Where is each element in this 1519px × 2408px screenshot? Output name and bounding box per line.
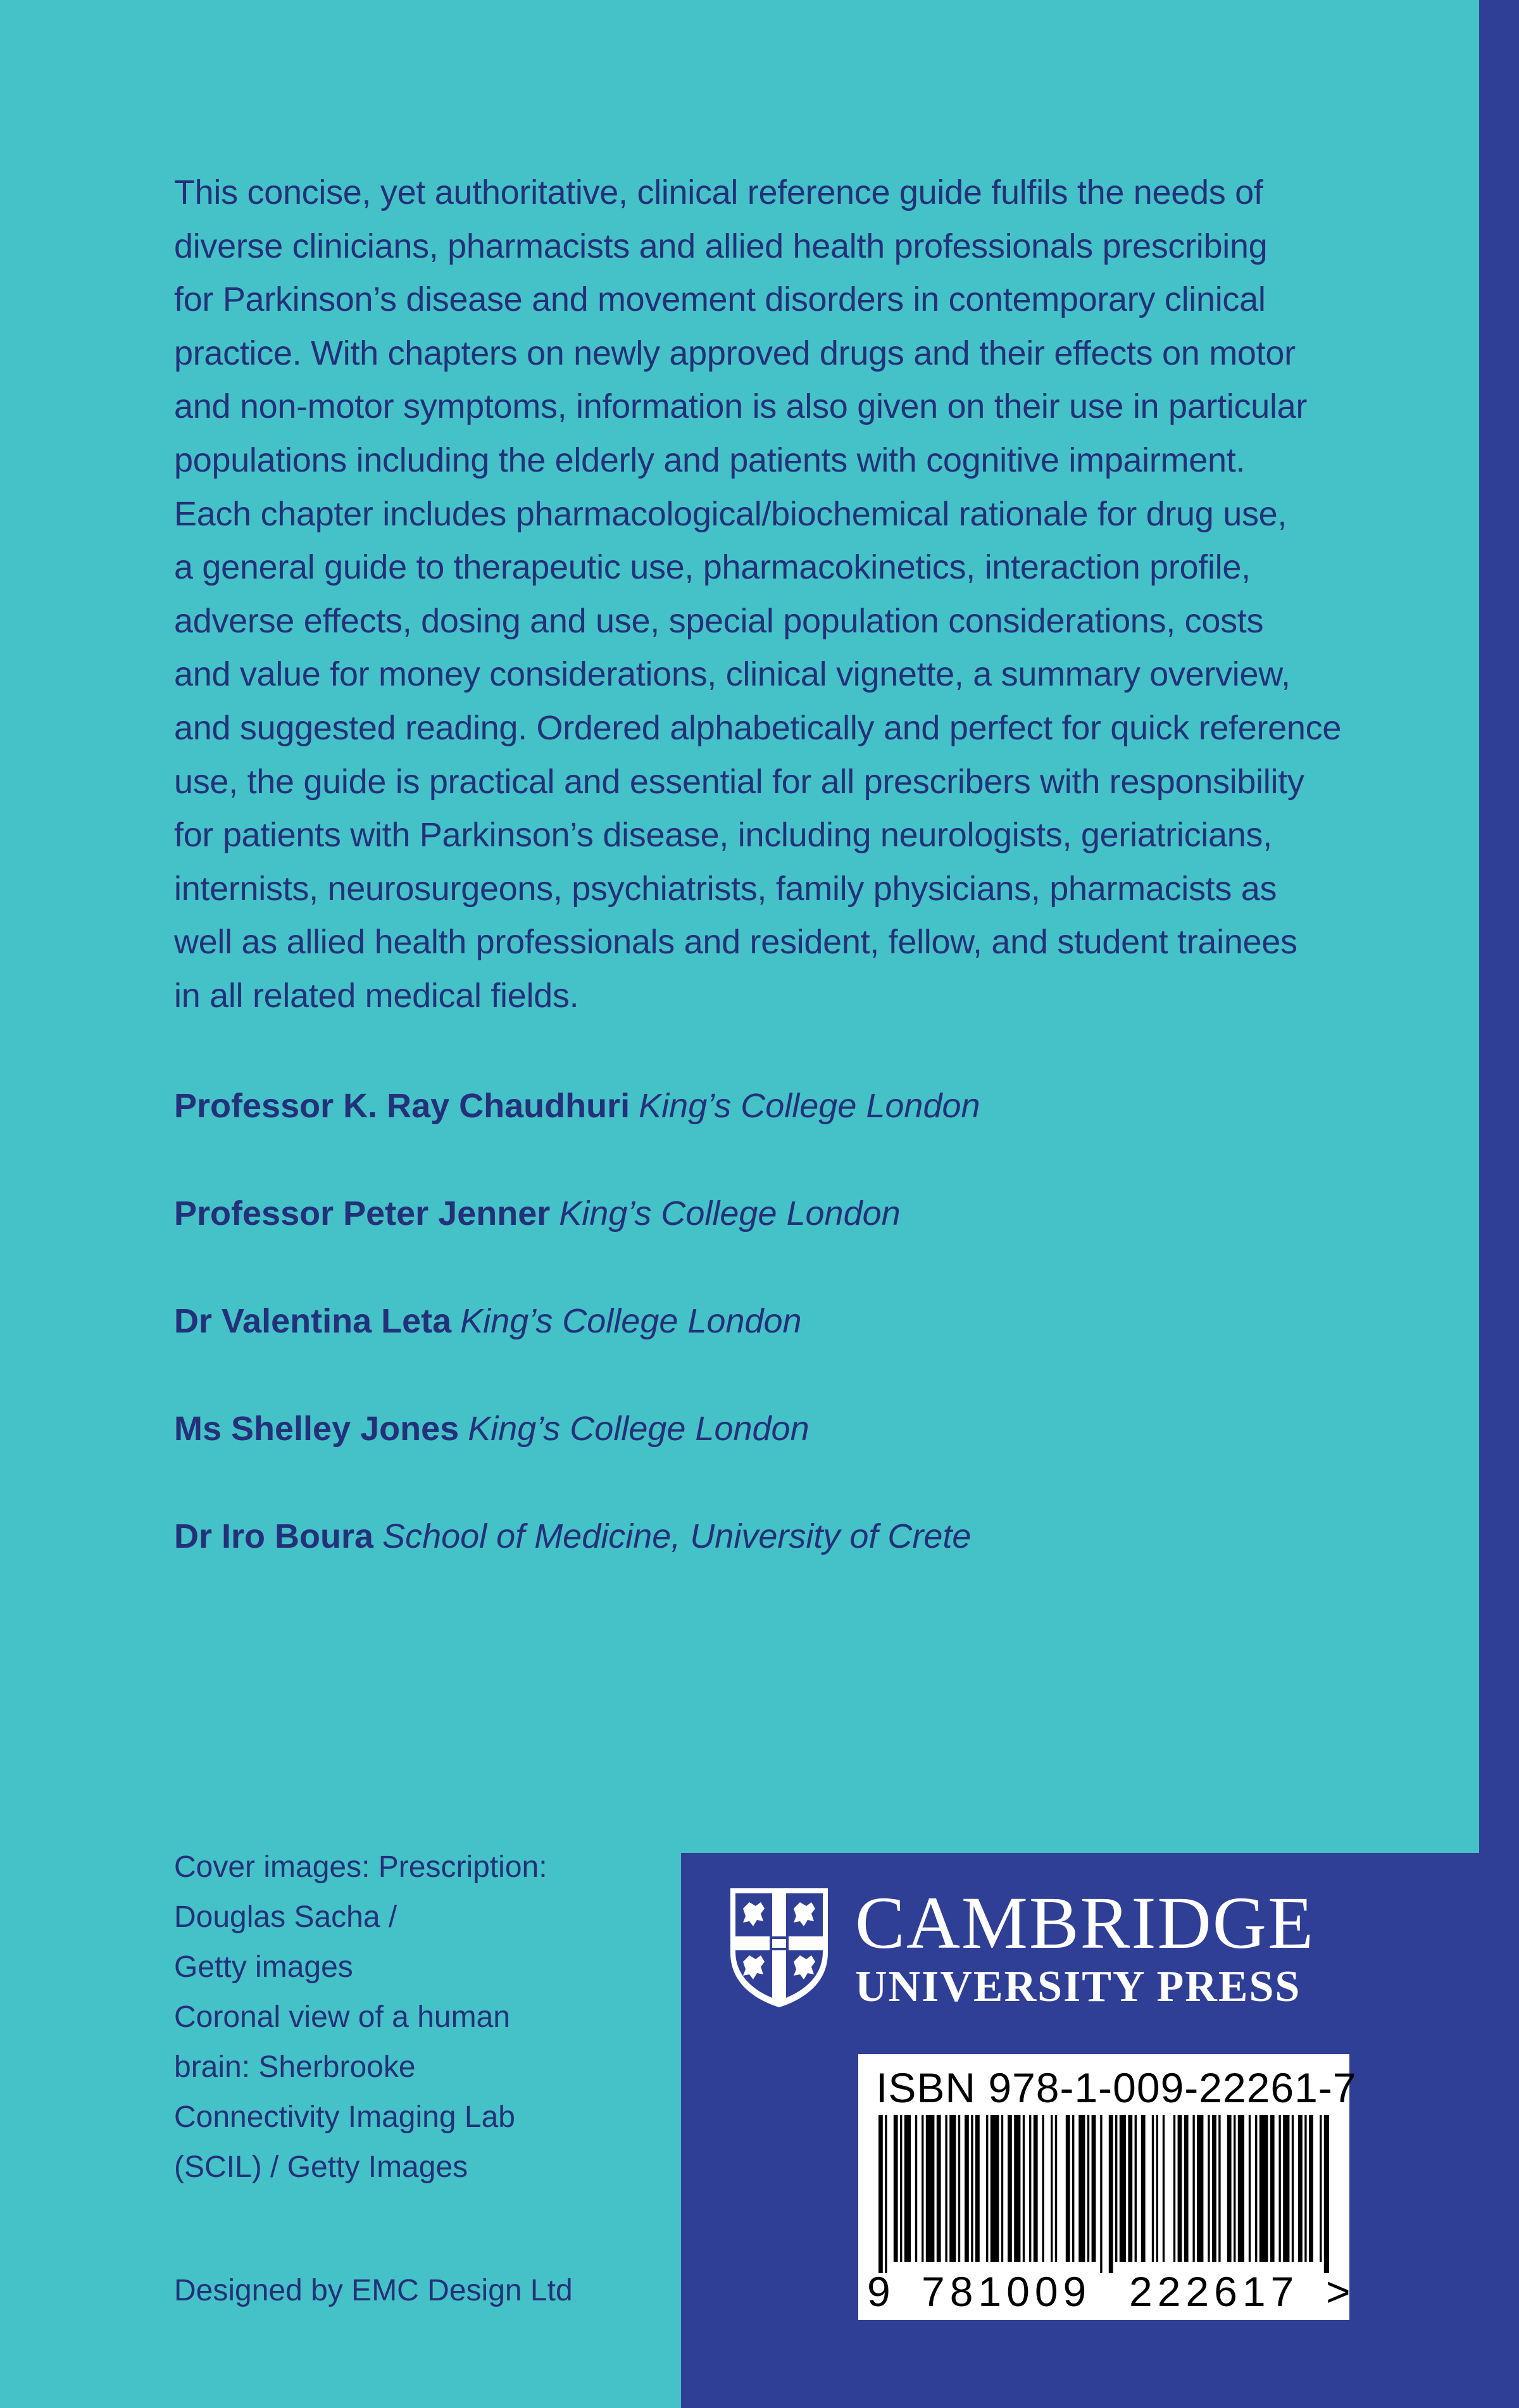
blurb-line: Each chapter includes pharmacological/biochemical rationale for drug use, (174, 494, 1287, 533)
barcode-bar (915, 2115, 917, 2262)
barcode-bar (1192, 2115, 1194, 2262)
barcode-bar (1163, 2115, 1165, 2262)
barcode-bar (958, 2115, 960, 2262)
barcode-bar (945, 2115, 947, 2262)
cambridge-crest-icon (725, 1883, 833, 2010)
author-entry (174, 1407, 810, 1451)
blurb-line: use, the guide is practical and essential for all prescribers with responsibility (174, 762, 1304, 801)
barcode-bar (1072, 2115, 1074, 2262)
publisher-panel (681, 1853, 1519, 2408)
barcode-bar (1001, 2115, 1003, 2262)
barcode-bar (1078, 2115, 1085, 2262)
author-name: Dr Valentina Leta (174, 1302, 452, 1340)
barcode-bar (1227, 2115, 1232, 2262)
author-affiliation: King’s College London (460, 1302, 802, 1340)
barcode-bar (1234, 2115, 1235, 2262)
barcode-bar (1008, 2115, 1012, 2262)
author-entry (174, 1084, 980, 1128)
isbn-barcode (858, 2054, 1357, 2320)
author-affiliation: King’s College London (468, 1410, 810, 1448)
barcode-bar (1304, 2115, 1306, 2262)
barcode-bar (1042, 2115, 1044, 2262)
barcode-bar (1197, 2115, 1203, 2262)
barcode-bar (1184, 2115, 1189, 2262)
author-name: Dr Iro Boura (174, 1517, 374, 1555)
barcode-bar (1135, 2115, 1137, 2262)
author-name: Ms Shelley Jones (174, 1410, 459, 1448)
barcode-bar (1178, 2115, 1182, 2262)
publisher-name (855, 1881, 1315, 2012)
barcode-bar (1208, 2115, 1210, 2262)
barcode-bar (1283, 2115, 1289, 2262)
barcode-bar (937, 2115, 941, 2262)
barcode-bar (1260, 2115, 1268, 2262)
isbn-label: ISBN 978-1-009-22261-7 (876, 2064, 1357, 2111)
barcode-bar (1141, 2115, 1146, 2262)
barcode-bar (1218, 2115, 1220, 2262)
blurb-line: well as allied health professionals and resident, fellow, and student trainees (174, 923, 1297, 962)
blurb-line: adverse effects, dosing and use, special population considerations, costs (174, 601, 1264, 640)
barcode-bar (1292, 2115, 1294, 2262)
author-entry (174, 1299, 802, 1343)
barcode-bar (1087, 2115, 1089, 2262)
ean-first-digit: 9 (867, 2268, 891, 2315)
ean-end-marker: > (1326, 2268, 1351, 2315)
barcode-bar (904, 2115, 911, 2262)
barcode-bar (1014, 2115, 1020, 2262)
barcode-bar (1238, 2115, 1244, 2262)
barcode-bar (1055, 2115, 1057, 2262)
blurb-line: This concise, yet authoritative, clinical reference guide fulfils the needs of (174, 173, 1263, 211)
barcode-bar (1115, 2115, 1117, 2262)
blurb-line: practice. With chapters on newly approved drugs and their effects on motor (174, 334, 1296, 372)
credit-line: Getty images (174, 1950, 353, 1984)
barcode-bar (975, 2115, 980, 2262)
barcode-bar (900, 2115, 902, 2262)
back-cover-blurb (174, 166, 1342, 1023)
barcode-bar (1309, 2115, 1313, 2262)
ean-group-2: 222617 (1129, 2268, 1299, 2315)
blurb-line: populations including the elderly and patients with cognitive impairment. (174, 441, 1246, 479)
blurb-line: diverse clinicians, pharmacists and allied health professionals prescribing (174, 227, 1268, 265)
barcode-bar (986, 2115, 988, 2262)
barcode-bar (922, 2115, 923, 2262)
barcode-bars (878, 2115, 1329, 2273)
author-entry (174, 1191, 901, 1236)
barcode-bar (1128, 2115, 1132, 2262)
barcode-bar (1212, 2115, 1216, 2262)
credit-line: Douglas Sacha / (174, 1900, 397, 1934)
barcode-bar (1100, 2115, 1102, 2273)
blurb-line: in all related medical fields. (174, 976, 579, 1015)
blurb-line: for Parkinson’s disease and movement disorders in contemporary clinical (174, 280, 1266, 319)
barcode-bar (1249, 2115, 1251, 2262)
barcode-bar (1298, 2115, 1303, 2262)
barcode-bar (1156, 2115, 1158, 2262)
barcode-bar (1066, 2115, 1070, 2262)
credit-line: Cover images: Prescription: (174, 1850, 547, 1884)
credit-line: Connectivity Imaging Lab (174, 2100, 515, 2134)
blurb-line: and non-motor symptoms, information is also given on their use in particular (174, 387, 1308, 426)
barcode-bar (1120, 2115, 1126, 2262)
barcode-bar (1034, 2115, 1038, 2262)
publisher-name-line2: UNIVERSITY PRESS (855, 1962, 1301, 2011)
barcode-bar (1320, 2115, 1322, 2262)
credit-line: brain: Sherbrooke (174, 2050, 416, 2084)
barcode-bar (1109, 2115, 1113, 2273)
credit-line: Coronal view of a human (174, 2000, 510, 2034)
barcode-bar (1278, 2115, 1280, 2262)
cover-image-credits (174, 1842, 547, 2192)
barcode-bar (894, 2115, 898, 2262)
barcode-bar (1173, 2115, 1175, 2262)
barcode-bar (991, 2115, 999, 2262)
barcode-bar (971, 2115, 973, 2262)
barcode-bar (949, 2115, 956, 2262)
barcode-bar (1324, 2115, 1329, 2273)
blurb-line: and value for money considerations, clinical vignette, a summary overview, (174, 655, 1291, 694)
barcode-bar (1051, 2115, 1053, 2262)
barcode-bar (1092, 2115, 1096, 2262)
author-name: Professor K. Ray Chaudhuri (174, 1087, 630, 1125)
barcode-bar (878, 2115, 883, 2273)
blurb-line: and suggested reading. Ordered alphabetically and perfect for quick reference (174, 708, 1342, 747)
barcode-bar (1152, 2115, 1154, 2262)
credit-line: (SCIL) / Getty Images (174, 2150, 468, 2184)
barcode-bar (1270, 2115, 1275, 2262)
author-name: Professor Peter Jenner (174, 1195, 551, 1232)
blurb-line: for patients with Parkinson’s disease, including neurologists, geriatricians, (174, 816, 1272, 855)
barcode-bar (1255, 2115, 1257, 2262)
blurb-line: internists, neurosurgeons, psychiatrists, family physicians, pharmacists as (174, 869, 1277, 908)
barcode-bar (885, 2115, 887, 2273)
publisher-name-line1: CAMBRIDGE (855, 1881, 1315, 1964)
author-affiliation: King’s College London (639, 1087, 980, 1125)
spine-edge-strip (1479, 0, 1519, 1853)
author-affiliation: King’s College London (559, 1195, 901, 1232)
blurb-line: a general guide to therapeutic use, pharmacokinetics, interaction profile, (174, 548, 1251, 587)
barcode-bar (1023, 2115, 1025, 2262)
ean-group-1: 781009 (922, 2268, 1092, 2315)
designer-credit: Designed by EMC Design Ltd (174, 2274, 573, 2307)
barcode-bar (926, 2115, 935, 2262)
author-entry (174, 1514, 971, 1558)
barcode-bar (1029, 2115, 1031, 2262)
author-affiliation: School of Medicine, University of Crete (382, 1517, 972, 1555)
barcode-bar (965, 2115, 969, 2262)
